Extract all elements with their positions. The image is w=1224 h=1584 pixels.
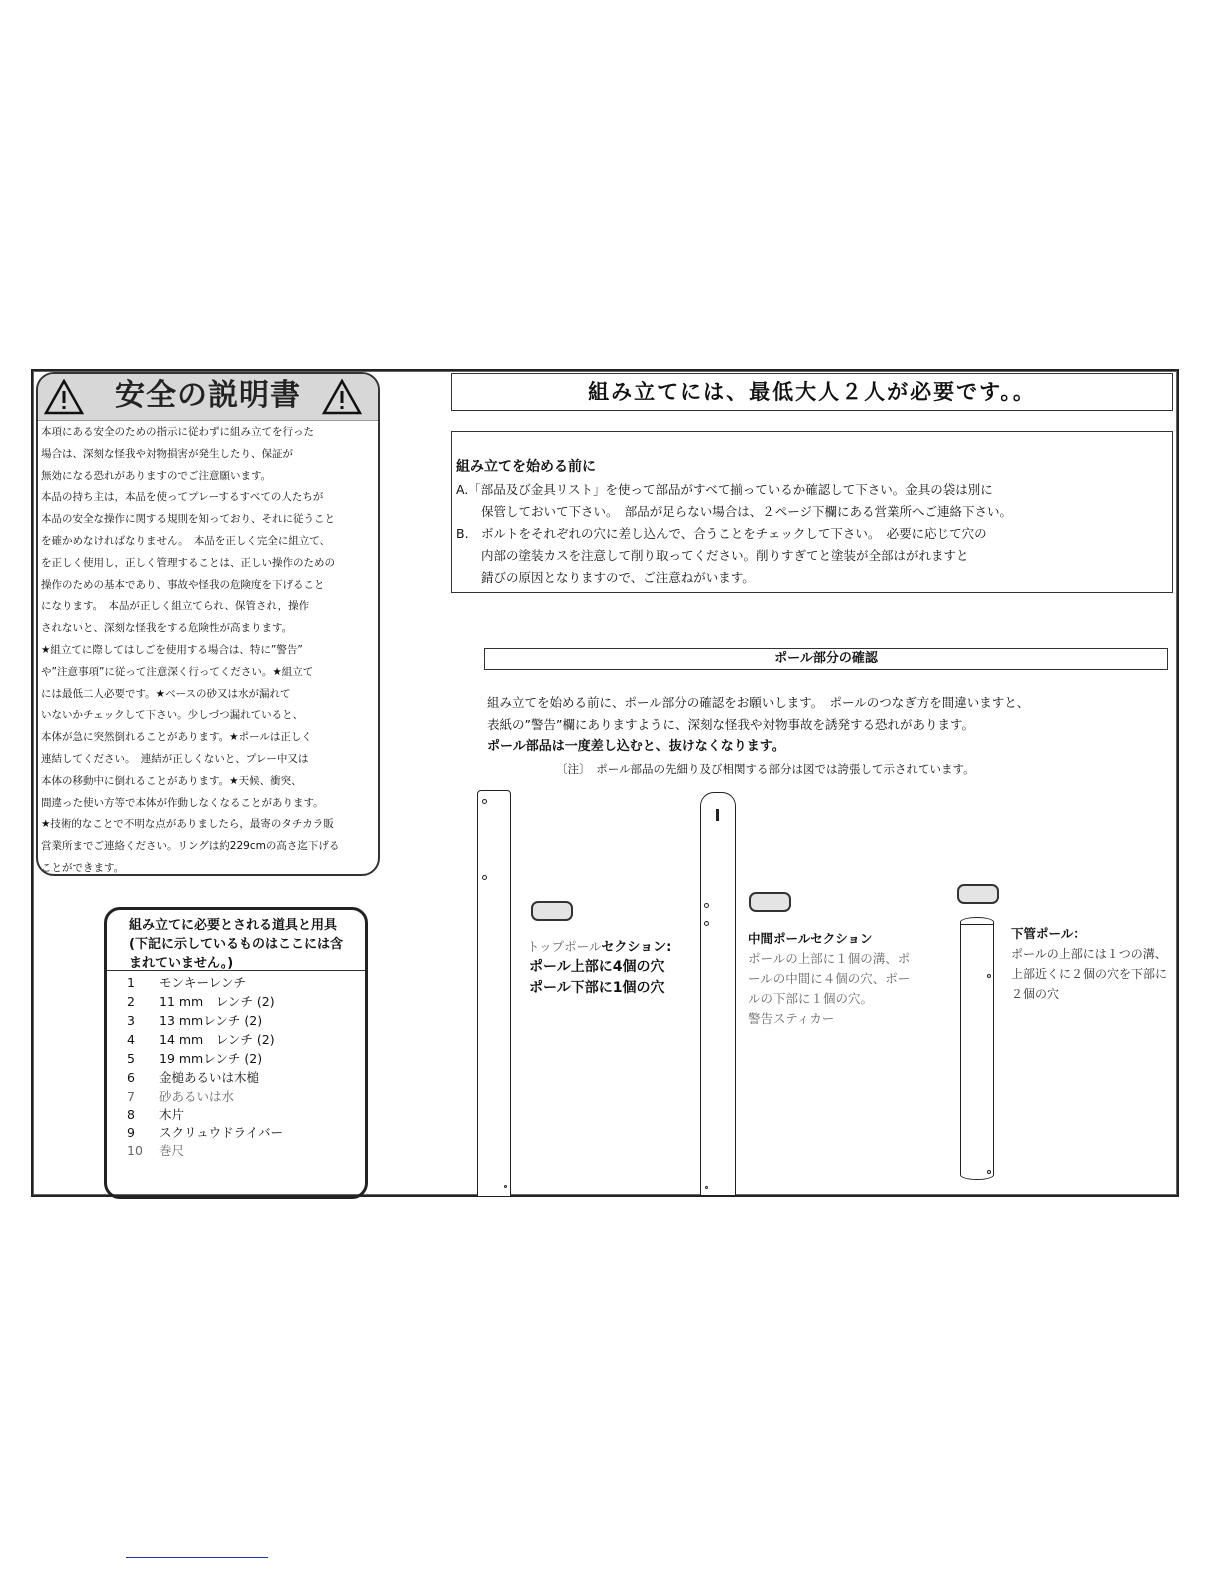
pole-hole: [504, 1185, 507, 1188]
assembly-title: 組み立てには、最低大人２人が必要です。。: [588, 380, 1036, 404]
tool-name: 19 mmレンチ (2): [159, 1051, 263, 1066]
safety-panel: [36, 372, 380, 876]
tool-number: 6: [127, 1070, 135, 1085]
top-pole-desc: ポール下部に1個の穴: [529, 980, 665, 996]
middle-pole-desc: ールの中間に４個の穴、ポー: [748, 971, 911, 986]
warning-triangle-icon: [322, 379, 362, 415]
tool-name: 11 mm レンチ (2): [159, 994, 275, 1009]
before-line: 保管しておいて下さい。 部品が足らない場合は、２ページ下欄にある営業所へご連絡下さい。: [456, 504, 1013, 519]
tools-box: [104, 907, 368, 1199]
top-pole: [477, 790, 511, 1197]
middle-pole: [700, 792, 736, 1196]
safety-line: 本品の安全な操作に関する規則を知っており、それに従うこと: [41, 513, 335, 526]
top-pole-desc: ポール上部に4個の穴: [529, 959, 665, 975]
safety-line: になります。 本品が正しく組立てられ、保管され，操作: [41, 600, 310, 613]
tools-header: [107, 910, 365, 971]
before-assembly-heading: 組み立てを始める前に: [456, 459, 596, 475]
safety-line: 連結してください。 連結が正しくないと、プレー中又は: [41, 752, 309, 765]
bottom-pole: [960, 917, 994, 1180]
pole-slot: [716, 809, 719, 821]
safety-line: 本品の持ち主は，本品を使ってプレーするすべての人たちが: [41, 491, 324, 504]
before-line: 錆びの原因となりますので、ご注意ねがいます。: [456, 570, 755, 585]
safety-line: 間違った使い方等で本体が作動しなくなることがあります。: [41, 796, 324, 809]
bottom-pole-desc-wrap: [1011, 944, 1177, 1004]
before-line: A.「部品及び金具リスト」を使って部品がすべて揃っているか確認して下さい。金具の袋は別に: [456, 482, 993, 497]
before-line: B. ボルトをそれぞれの穴に差し込んで、合うことをチェックして下さい。 必要に応じて穴の: [456, 526, 987, 541]
safety-line: を正しく使用し，正しく管理することは、正しい操作のための: [41, 556, 335, 569]
tool-name: 巻尺: [159, 1143, 185, 1158]
bottom-pole-desc: 上部近くに２個の穴を下部に: [1011, 967, 1168, 981]
pole-hole: [705, 1186, 708, 1189]
safety-line: 本体が急に突然倒れることがあります。★ポールは正しく: [41, 731, 312, 744]
pole-hole: [987, 974, 991, 978]
tools-title-line: 組み立てに必要とされる道具と用具: [129, 918, 338, 933]
tool-number: 4: [127, 1032, 135, 1047]
tool-name: 14 mm レンチ (2): [159, 1032, 275, 1047]
pole-warning-line: ポール部品は一度差し込むと、抜けなくなります。: [487, 739, 785, 754]
safety-line: 本項にある安全のための指示に従わずに組み立てを行った: [41, 426, 314, 438]
tools-title: [129, 916, 365, 973]
middle-pole-desc: 警告スティカー: [748, 1011, 835, 1026]
middle-pole-label-tag: [749, 892, 791, 912]
tool-number: 3: [127, 1013, 135, 1028]
pole-check-line: 表紙の”警告”欄にありますように、深刻な怪我や対物事故を誘発する恐れがあります。: [487, 717, 974, 732]
tool-number: 2: [127, 994, 135, 1009]
assembly-title-box: [451, 373, 1173, 411]
top-pole-title-bold: セクション:: [601, 940, 672, 955]
top-pole-label-tag: [531, 901, 573, 921]
safety-line: いないかチェックして下さい。少しづつ漏れていると、: [41, 709, 304, 722]
safety-line: には最低二人必要です。★ベースの砂又は水が漏れて: [41, 687, 291, 700]
middle-pole-desc: ルの下部に１個の穴。: [748, 991, 874, 1006]
tools-title-line: (下記に示しているものはここには含: [129, 937, 343, 952]
safety-line: ★組立てに際してはしごを使用する場合は、特に”警告”: [41, 643, 303, 656]
top-pole-title: [527, 936, 671, 958]
tool-name: 砂あるいは水: [159, 1089, 235, 1104]
tool-name: 金槌あるいは木槌: [159, 1070, 260, 1085]
safety-line: ことができます。: [41, 861, 125, 874]
safety-line: ★技術的なことで不明な点がありましたら，最寄のタチカラ販: [41, 818, 334, 831]
tool-number: 1: [127, 975, 135, 990]
safety-line: 場合は、深刻な怪我や対物損害が発生したり、保証が: [41, 447, 293, 460]
tool-number: 7: [127, 1089, 135, 1104]
bottom-pole-desc: ２個の穴: [1011, 987, 1060, 1001]
footer-link-underline: [126, 1557, 268, 1558]
safety-line: されないと、深刻な怪我をする危険性が高まります。: [41, 622, 293, 635]
pole-hole: [704, 903, 709, 908]
pole-rim: [961, 924, 993, 925]
safety-title: 安全の説明書: [115, 378, 301, 413]
safety-line: 無効になる恐れがありますのでご注意願います。: [41, 469, 272, 482]
safety-line: 操作のための基本であり、事故や怪我の危険度を下げること: [41, 578, 325, 591]
tool-name: 木片: [159, 1107, 185, 1122]
before-assembly-box: [451, 431, 1173, 593]
pole-hole: [482, 875, 487, 880]
tool-number: 5: [127, 1051, 135, 1066]
tools-title-line: まれていません。): [129, 956, 234, 971]
safety-line: を確かめなければなりません。 本品を正しく完全に組立て、: [41, 534, 331, 547]
middle-pole-title: 中間ポールセクション: [748, 931, 873, 946]
pole-check-heading: ポール部分の確認: [774, 651, 878, 666]
safety-line: 営業所までご連絡ください。リングは約229cmの高さ迄下げる: [41, 840, 340, 853]
before-line: 内部の塗装カスを注意して削り取ってください。削りすぎてと塗装が全部はがれますと: [456, 548, 969, 563]
tool-name: モンキーレンチ: [159, 975, 246, 990]
safety-line: 本体の移動中に倒れることがあります。★天候、衝突、: [41, 774, 302, 787]
safety-line: や”注意事項”に従って注意深く行ってください。★組立て: [41, 665, 314, 678]
pole-check-line: 組み立てを始める前に、ポール部分の確認をお願いします。 ポールのつなぎ方を間違いますと、: [487, 695, 1030, 710]
bottom-pole-desc: ポールの上部には１つの溝、: [1011, 947, 1167, 961]
middle-pole-desc: ポールの上部に１個の溝、ポ: [748, 951, 911, 966]
tool-number: 9: [127, 1125, 135, 1140]
pole-hole: [482, 799, 487, 804]
bottom-pole-title: 下管ポール：: [1011, 926, 1086, 941]
tool-number: 10: [127, 1143, 143, 1158]
pole-hole: [987, 1170, 991, 1174]
pole-check-header: [484, 648, 1168, 670]
safety-header: [38, 374, 378, 421]
tool-name: スクリュウドライバー: [159, 1125, 284, 1140]
safety-body: [41, 422, 379, 876]
pole-hole: [704, 921, 709, 926]
top-pole-title-light: トップポール: [527, 939, 602, 954]
tool-number: 8: [127, 1107, 135, 1122]
bottom-pole-label-tag: [957, 884, 999, 904]
pole-note: 〔注〕 ポール部品の先細り及び相関する部分は図では誇張して示されています。: [556, 762, 975, 776]
tool-name: 13 mmレンチ (2): [159, 1013, 263, 1028]
